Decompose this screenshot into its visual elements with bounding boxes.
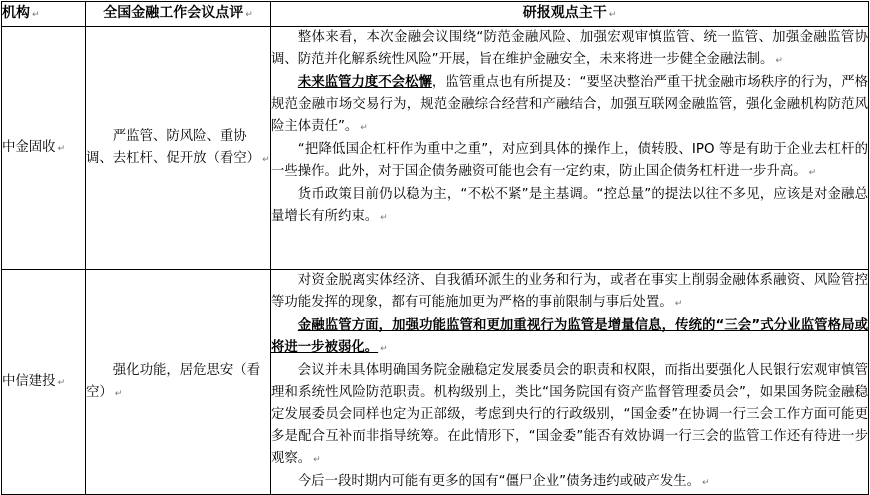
comment-cell: 严监管、防风险、重协调、去杠杆、促开放（看空） ↵ xyxy=(86,27,271,270)
table-row xyxy=(2,270,869,495)
view-paragraph: 货币政策目前仍以稳为主，“不松不紧”是主基调。“控总量”的提法以往不多见，应该是对金融总量增长有所约束。 ↵ xyxy=(271,187,868,224)
header-research-views: 研报观点主干 ↵ xyxy=(271,2,869,27)
header-institution: 机构 ↵ xyxy=(2,2,86,27)
research-views-table xyxy=(1,1,869,495)
institution-cell: 中金固收 ↵ xyxy=(2,27,86,270)
view-paragraph: 对资金脱离实体经济、自我循环派生的业务和行为，或者在事实上削弱金融体系融资、风险管控等功能发挥的现象，都有可能施加更为严格的事前限制与事后处置。 ↵ xyxy=(271,273,868,310)
view-paragraph: 整体来看，本次金融会议围绕“防范金融风险、加强宏观审慎监管、统一监管、加强金融监管协调、防范并化解系统性风险”开展，旨在维护金融安全，未来将进一步健全金融法制。 ↵ xyxy=(271,30,868,67)
header-row xyxy=(2,2,869,27)
view-paragraph: 今后一段时期内可能有更多的国有“僵尸企业”债务违约或破产发生。 ↵ xyxy=(297,474,710,489)
view-paragraph: 会议并未具体明确国务院金融稳定发展委员会的职责和权限，而指出要强化人民银行宏观审慎管理和系统性风险防范职责。机构级别上，类比“国务院国有资产监督管理委员会”，如果国务院金融稳定发展委员会同样也定为正部级，考虑到央行的行政级别，“国金委”在协调一行三会工作方面可能更多是配合互补而非指导统筹。在此情形下，“国金委”能否有效协调一行三会的监管工作还有待进一步观察。 ↵ xyxy=(271,363,868,466)
view-paragraph: “把降低国企杠杆作为重中之重”，对应到具体的操作上，债转股、IPO 等是有助于企业去杠杆的一些操作。此外，对于国企债务融资可能也会有一定约束，防止国企债务杠杆进一步升高。 ↵ xyxy=(271,142,868,179)
view-paragraph: 金融监管方面，加强功能监管和更加重视行为监管是增量信息，传统的“三会”式分业监管格局或将进一步被弱化。 ↵ xyxy=(271,318,868,355)
comment-cell: 强化功能，居危思安（看空） ↵ xyxy=(86,270,271,495)
views-cell xyxy=(271,27,869,270)
institution-cell: 中信建投 ↵ xyxy=(2,270,86,495)
table-row xyxy=(2,27,869,270)
views-cell xyxy=(271,270,869,495)
view-paragraph: 未来监管力度不会松懈，监管重点也有所提及：“要坚决整治严重干扰金融市场秩序的行为，严格规范金融市场交易行为，规范金融综合经营和产融结合，加强互联网金融监管，强化金融机构防范风险主体责任”。 ↵ xyxy=(271,75,869,134)
header-conference-comment: 全国金融工作会议点评 ↵ xyxy=(86,2,271,27)
